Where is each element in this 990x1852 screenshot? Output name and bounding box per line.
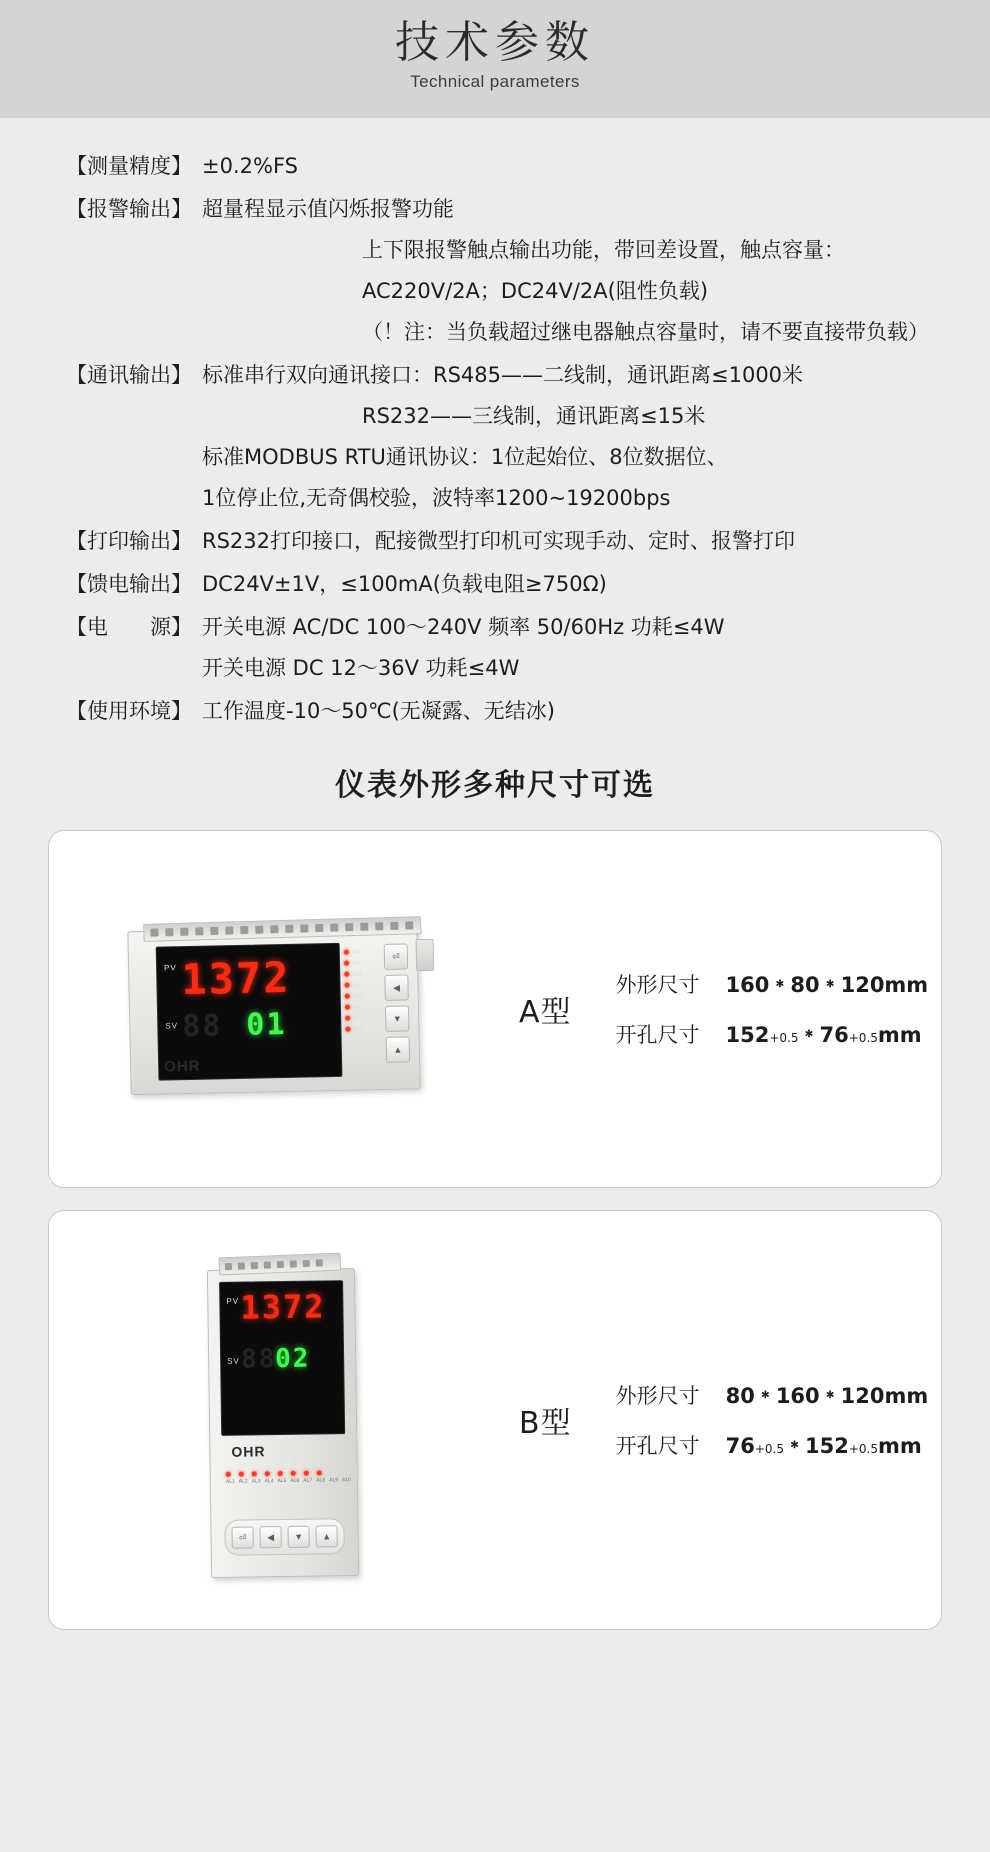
dimension-row (616, 1019, 929, 1049)
dimension-value: 160﹡80﹡120mm (725, 972, 929, 997)
left-key-icon[interactable]: ◀ (259, 1526, 281, 1548)
alarm-lamp-icon (345, 1015, 350, 1020)
alarm-lamp-label: AL3 (352, 970, 362, 977)
alarm-lamp-icon (344, 982, 349, 987)
alarm-lamp-icon (278, 1471, 283, 1476)
meter-display (219, 1280, 345, 1436)
alarm-lamp-label: AL7 (303, 1477, 313, 1484)
spec-body (198, 195, 990, 347)
alarm-lamp-label: AL4 (352, 981, 362, 988)
spec-label: 【电 源】 (66, 614, 192, 639)
spec-line: ±0.2%FS (202, 154, 298, 178)
page-header (0, 0, 990, 118)
dimension-tolerance: +0.5 (769, 1030, 799, 1045)
sv-label: SV (165, 1020, 179, 1031)
alarm-lamp-label: AL8 (353, 1025, 363, 1032)
spec-line: 上下限报警触点输出功能，带回差设置，触点容量： (362, 237, 845, 262)
spec-label: 【测量精度】 (66, 154, 192, 178)
alarm-lamp-label: AL5 (352, 992, 362, 999)
enter-key-icon[interactable]: ⏎ (384, 943, 409, 969)
model-name: A型 (519, 994, 572, 1030)
dimension-key: 外形尺寸 (615, 972, 700, 997)
alarm-lamp-label: AL2 (351, 959, 362, 966)
dimension-value: 76 (725, 1433, 755, 1458)
dimension-list (616, 1380, 929, 1460)
dimension-key: 外形尺寸 (615, 1383, 700, 1408)
meter-vertical (207, 1254, 362, 1586)
alarm-lamp-label: AL7 (353, 1014, 363, 1021)
spec-label: 【打印输出】 (66, 528, 192, 553)
dimension-value-2: ﹡152 (783, 1433, 849, 1458)
spec-body (198, 697, 990, 726)
alarm-lamp-icon (345, 993, 350, 998)
alarm-lamp-icon (317, 1470, 322, 1475)
dimension-key: 开孔尺寸 (615, 1433, 700, 1458)
spec-line: 标准MODBUS RTU通讯协议：1位起始位、8位数据位、 (202, 444, 728, 469)
alarm-lamp-label: AL9 (329, 1476, 339, 1483)
dimension-value-2: ﹡76 (798, 1022, 849, 1047)
pv-label: PV (164, 962, 177, 973)
alarm-lamp-label: AL8 (316, 1476, 326, 1484)
down-key-icon[interactable]: ▼ (287, 1525, 309, 1547)
spec-row (0, 361, 990, 513)
alarm-lamp-icon (291, 1470, 296, 1475)
dimension-unit: mm (877, 1433, 922, 1458)
dimension-tolerance: +0.5 (754, 1441, 784, 1456)
sv-label: SV (227, 1356, 240, 1366)
alarm-lamp-label: AL5 (277, 1477, 287, 1484)
spec-row (0, 527, 990, 556)
alarm-lamp-label: AL1 (351, 948, 361, 955)
spec-row (0, 152, 990, 181)
spec-body (198, 361, 990, 513)
spec-line: （！注：当负载超过继电器触点容量时，请不要直接带负载） (362, 319, 929, 344)
alarm-lamp-icon (344, 949, 349, 954)
alarm-lamp-icon (345, 1026, 350, 1031)
up-key-icon[interactable]: ▲ (386, 1036, 411, 1062)
alarm-lamp-column (344, 946, 382, 1035)
dimension-tolerance-2: +0.5 (848, 1441, 878, 1456)
spec-line: RS232打印接口，配接微型打印机可实现手动、定时、报警打印 (202, 528, 796, 553)
spec-row (0, 195, 990, 347)
sv-ghost-digits: 88 (240, 1343, 277, 1375)
alarm-lamp-icon (344, 960, 349, 965)
dimension-row (616, 1380, 929, 1410)
enter-key-icon[interactable]: ⏎ (231, 1526, 253, 1548)
spec-line: 开关电源 DC 12～36V 功耗≤4W (202, 655, 520, 680)
alarm-lamp-icon (252, 1471, 257, 1476)
spec-line: AC220V/2A；DC24V/2A(阻性负载) (362, 278, 709, 303)
dimension-unit: mm (877, 1022, 922, 1047)
model-card-a (48, 830, 942, 1188)
dimension-value: 152 (725, 1022, 770, 1047)
spec-label: 【通讯输出】 (66, 362, 192, 387)
keypad[interactable] (224, 1518, 344, 1556)
keypad[interactable] (384, 943, 413, 1068)
alarm-lamp-icon (226, 1471, 231, 1476)
spec-line: 工作温度-10～50℃(无凝露、无结冰) (202, 698, 555, 723)
alarm-lamp-label: AL6 (290, 1477, 300, 1484)
spec-line: 超量程显示值闪烁报警功能 (202, 196, 454, 221)
alarm-lamp-icon (344, 971, 349, 976)
dimension-value: 80﹡160﹡120mm (725, 1383, 929, 1408)
alarm-lamp-icon (265, 1471, 270, 1476)
spec-line: 开关电源 AC/DC 100～240V 频率 50/60Hz 功耗≤4W (202, 614, 725, 639)
alarm-lamp-label: AL4 (264, 1477, 274, 1484)
pv-value: 1372 (240, 1286, 326, 1327)
spec-line: 1位停止位,无奇偶校验，波特率1200~19200bps (202, 485, 671, 510)
alarm-lamp-icon (345, 1004, 350, 1009)
mounting-bracket (416, 938, 435, 970)
brand-logo: OHR (231, 1442, 266, 1460)
model-info-a (519, 969, 941, 1049)
spec-line: DC24V±1V，≤100mA(负载电阻≥750Ω) (202, 571, 607, 596)
spec-row (0, 570, 990, 599)
up-key-icon[interactable]: ▲ (315, 1525, 337, 1547)
model-info-b (519, 1380, 941, 1460)
model-name: B型 (519, 1405, 572, 1441)
alarm-lamp-grid (225, 1470, 351, 1485)
spec-line: 标准串行双向通讯接口：RS485——二线制，通讯距离≤1000米 (202, 362, 804, 387)
page-subtitle: Technical parameters (410, 72, 580, 92)
spec-body (198, 570, 990, 599)
spec-label: 【报警输出】 (66, 196, 192, 221)
brand-logo: OHR (164, 1057, 201, 1076)
alarm-lamp-label: AL6 (352, 1003, 362, 1010)
alarm-lamp-label: AL3 (251, 1477, 261, 1485)
down-key-icon[interactable]: ▼ (385, 1005, 410, 1031)
model-card-b (48, 1210, 942, 1630)
left-key-icon[interactable]: ◀ (384, 974, 409, 1000)
alarm-lamp-label: AL1 (225, 1478, 235, 1485)
alarm-lamp-label: AL2 (238, 1478, 248, 1485)
meter-horizontal (127, 916, 441, 1100)
page-title: 技术参数 (395, 16, 595, 68)
device-image-b (49, 1255, 519, 1585)
sv-value: 02 (274, 1343, 311, 1374)
dimension-key: 开孔尺寸 (615, 1022, 700, 1047)
section-title: 仪表外形多种尺寸可选 (335, 767, 655, 803)
spec-body (198, 527, 990, 556)
alarm-lamp-icon (304, 1470, 309, 1475)
alarm-lamp-icon (239, 1471, 244, 1476)
sv-value: 01 (245, 1006, 287, 1043)
dimension-row (616, 969, 929, 999)
spec-list (0, 118, 990, 726)
dimension-list (616, 969, 929, 1049)
dimension-row (616, 1430, 929, 1460)
spec-body (198, 152, 990, 181)
pv-label: PV (226, 1296, 240, 1306)
sv-ghost-digits: 88 (181, 1007, 223, 1044)
spec-body (198, 613, 990, 683)
spec-row (0, 697, 990, 726)
spec-label: 【使用环境】 (66, 698, 192, 723)
spec-label: 【馈电输出】 (66, 571, 192, 596)
dimension-tolerance-2: +0.5 (848, 1030, 878, 1045)
spec-line: RS232——三线制，通讯距离≤15米 (362, 403, 706, 428)
alarm-lamp-label: A10 (341, 1476, 351, 1483)
pv-value: 1372 (180, 952, 292, 1004)
spec-row (0, 613, 990, 683)
device-image-a (49, 920, 519, 1098)
